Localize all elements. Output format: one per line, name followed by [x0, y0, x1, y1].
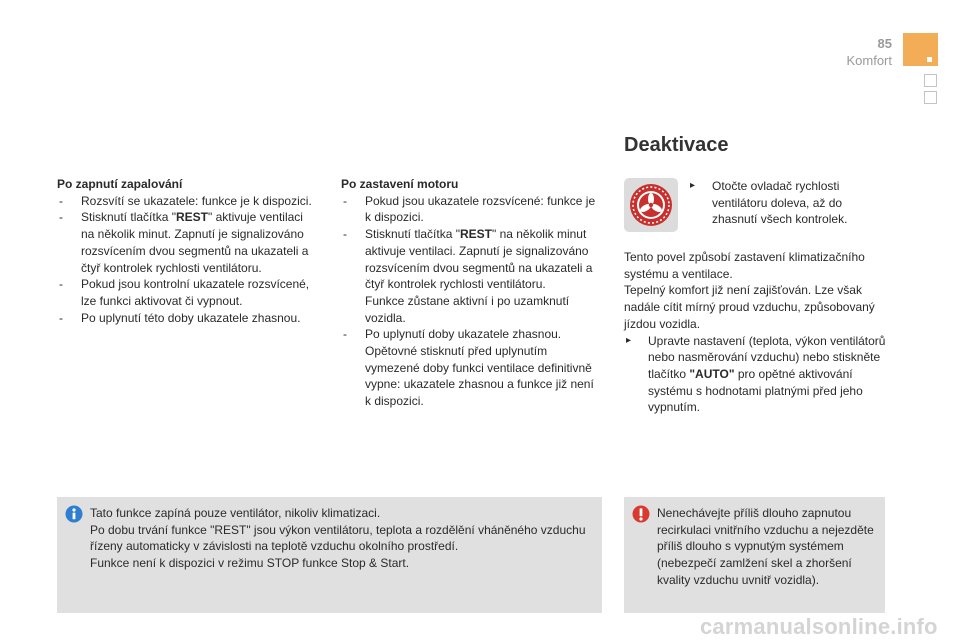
list-item: - Po uplynutí této doby ukazatele zhasnou. — [59, 310, 301, 325]
warning-icon — [632, 505, 650, 528]
warning-box — [624, 497, 885, 613]
list-item: - Pokud jsou ukazatele rozsvícené: funkce je k dispozici. — [343, 193, 596, 225]
right-text: Tento povel způsobí zastavení klimatizačního systému a ventilace. Tepelný komfort již není zajišťován. Lze však nadále cítit mírný proud vzduchu, způsobovaný jízdou vozidla. ▸ Upravte nastavení (teplota, výkon ventilátorů nebo nasměrování vzduchu) nebo stiskněte tlačítko "AUTO" pro opětné aktivování systému s hodnotami platnými před jeho vypnutím. — [624, 250, 886, 415]
info-text: Tato funkce zapíná pouze ventilátor, nikoliv klimatizaci. Po dobu trvání funkce "REST" jsou výkon ventilátoru, teplota a rozdělění vháněného vzduchu řízeny automaticky v závislosti na teplotě vzduchu okolního prostředí. Funkce není k dispozici v režimu STOP funkce Stop & Start. — [90, 506, 586, 571]
page-number: 85 — [877, 36, 892, 51]
left-column — [57, 176, 319, 326]
fan-knob-icon — [624, 178, 678, 232]
arrow-bullet-icon: ▸ — [690, 180, 696, 191]
arrow-bullet-icon: ▸ — [626, 334, 632, 346]
list-item: - Stisknutí tlačítka "REST" aktivuje ventilaci na několik minut. Zapnutí je signalizováno rozsvícením dvou segmentů na ukazateli a čtyř kontrolek rychlosti ventilátoru. — [59, 210, 309, 275]
rest-label: REST — [175, 210, 208, 225]
list-item: - Stisknutí tlačítka "REST" na několik minut aktivuje ventilaci. Zapnutí je signalizováno rozsvícením dvou segmentů na ukazateli a čtyř kontrolek rychlosti ventilátoru. Funkce zůstane aktivní i po uzamknutí vozidla. — [343, 227, 593, 325]
auto-label: "AUTO" — [689, 366, 735, 381]
warning-text: Nenechávejte příliš dlouho zapnutou recirkulaci vnitřního vzduchu a nejezděte příliš dlouho s vypnutým systémem (nebezpečí zamlžení skel a zhoršení kvality vzduchu uvnitř vozidla). — [657, 506, 874, 587]
step-1: ▸ Otočte ovladač rychlosti ventilátoru doleva, až do zhasnutí všech kontrolek. — [690, 179, 848, 227]
rest-label: REST — [459, 227, 492, 242]
info-box — [57, 497, 602, 613]
watermark: carmanualsonline.info — [700, 614, 938, 639]
section-tab[interactable] — [924, 74, 937, 87]
section-tab[interactable] — [924, 91, 937, 104]
info-icon — [65, 505, 83, 528]
list-item: - Po uplynutí doby ukazatele zhasnou. Opětovné stisknutí před uplynutím vymezené doby funkci ventilace definitivně vypne: ukazatele zhasnou a funkce již není k dispozici. — [343, 327, 594, 409]
middle-heading: Po zastavení motoru — [341, 177, 459, 191]
section-title: Deaktivace — [624, 134, 729, 156]
list-item: - Rozsvítí se ukazatele: funkce je k dispozici. — [59, 193, 312, 208]
list-item: - Pokud jsou kontrolní ukazatele rozsvícené, lze funkci aktivovat či vypnout. — [59, 277, 310, 308]
left-heading: Po zapnutí zapalování — [57, 177, 183, 191]
section-name: Komfort — [846, 53, 892, 68]
middle-column — [341, 176, 603, 410]
section-tab-active[interactable] — [903, 33, 938, 66]
